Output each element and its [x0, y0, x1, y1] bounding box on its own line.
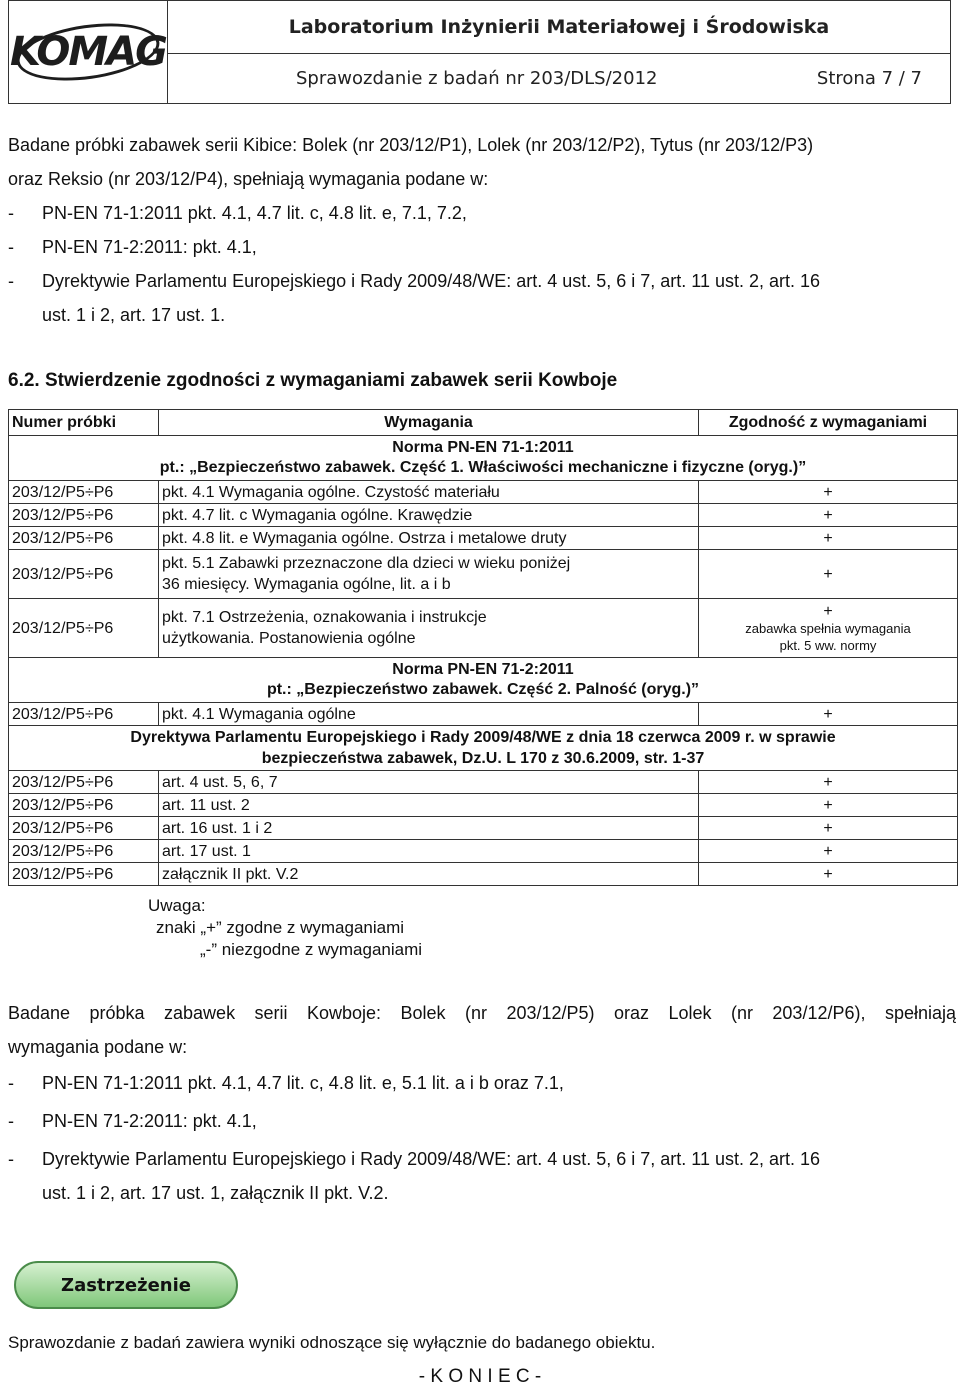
note-line-minus: „-” niezgodne z wymaganiami [200, 940, 423, 959]
norm2-title: Norma PN-EN 71-2:2011 [392, 661, 574, 678]
komag-logo: KOMAG [9, 29, 167, 75]
list-item: - PN-EN 71-1:2011 pkt. 4.1, 4.7 lit. c, 4.8 lit. e, 5.1 lit. a i b oraz 7.1, [8, 1073, 564, 1093]
table-row: 203/12/P5÷P6 pkt. 4.7 lit. c Wymagania ogólne. Krawędzie + [9, 504, 958, 527]
legend-note [148, 895, 422, 961]
table-row: 203/12/P5÷P6 załącznik II pkt. V.2 + [9, 863, 958, 886]
directive-title: Dyrektywa Parlamentu Europejskiego i Rady 2009/48/WE z dnia 18 czerwca 2009 r. w sprawie [130, 729, 836, 746]
table-row: 203/12/P5÷P6 pkt. 7.1 Ostrzeżenia, oznakowania i instrukcje użytkowania. Postanowienia ogólne + zabawka spełnia wymagania pkt. 5 ww. normy [9, 599, 958, 658]
norm-row [9, 658, 958, 703]
page-number: Strona 7 / 7 [816, 68, 922, 89]
list-item: - PN-EN 71-1:2011 pkt. 4.1, 4.7 lit. c, 4.8 lit. e, 7.1, 7.2, [8, 203, 467, 223]
norm-row [9, 436, 958, 481]
report-number: Sprawozdanie z badań nr 203/DLS/2012 [296, 68, 658, 89]
list-item: - PN-EN 71-2:2011: pkt. 4.1, [8, 237, 257, 257]
table-row: 203/12/P5÷P6 art. 16 ust. 1 i 2 + [9, 817, 958, 840]
list-item-cont: ust. 1 i 2, art. 17 ust. 1. [42, 305, 226, 325]
page-header [8, 0, 951, 104]
logo-cell [9, 1, 168, 103]
table-row: 203/12/P5÷P6 art. 17 ust. 1 + [9, 840, 958, 863]
list-item-cont: ust. 1 i 2, art. 17 ust. 1, załącznik II pkt. V.2. [42, 1183, 389, 1203]
col-header-requirements: Wymagania [159, 410, 699, 436]
intro-paragraph-2 [8, 996, 956, 1210]
col-header-sample: Numer próbki [9, 410, 159, 436]
table-header-row [9, 410, 958, 436]
note-line-plus: znaki „+” zgodne z wymaganiami [156, 918, 405, 937]
norm1-title: Norma PN-EN 71-1:2011 [392, 439, 574, 456]
intro1-line2: oraz Reksio (nr 203/12/P4), spełniają wymagania podane w: [8, 169, 489, 189]
intro1-line1: Badane próbki zabawek serii Kibice: Bolek (nr 203/12/P1), Lolek (nr 203/12/P2), Tytus (nr 203/12/P3) [8, 135, 814, 155]
table-row: 203/12/P5÷P6 art. 4 ust. 5, 6, 7 + [9, 771, 958, 794]
col-header-compliance: Zgodność z wymaganiami [699, 410, 958, 436]
note-title: Uwaga: [148, 896, 206, 915]
footer-end: - K O N I E C - [418, 1366, 542, 1387]
list-item: - Dyrektywie Parlamentu Europejskiego i Rady 2009/48/WE: art. 4 ust. 5, 6 i 7, art. 11 ust. 2, art. 16 [8, 271, 821, 291]
intro2-line1: Badane próbka zabawek serii Kowboje: Bolek (nr 203/12/P5) oraz Lolek (nr 203/12/P6), spełniają [8, 1003, 956, 1023]
table-row: 203/12/P5÷P6 pkt. 5.1 Zabawki przeznaczone dla dzieci w wieku poniżej 36 miesięcy. Wymagania ogólne, lit. a i b + [9, 550, 958, 599]
lab-name: Laboratorium Inżynierii Materiałowej i Środowiska [168, 1, 950, 54]
table-row: 203/12/P5÷P6 pkt. 4.8 lit. e Wymagania ogólne. Ostrza i metalowe druty + [9, 527, 958, 550]
directive-subtitle: bezpieczeństwa zabawek, Dz.U. L 170 z 30.6.2009, str. 1-37 [261, 750, 705, 767]
disclaimer-button[interactable]: Zastrzeżenie [14, 1261, 238, 1309]
intro-paragraph-1 [8, 128, 956, 332]
section-title: 6.2. Stwierdzenie zgodności z wymaganiami zabawek serii Kowboje [8, 370, 618, 391]
requirements-table [8, 409, 958, 886]
norm1-subtitle: pt.: „Bezpieczeństwo zabawek. Część 1. Właściwości mechaniczne i fizyczne (oryg.)” [159, 459, 807, 476]
header-report-row [168, 54, 950, 103]
list-item: - Dyrektywie Parlamentu Europejskiego i Rady 2009/48/WE: art. 4 ust. 5, 6 i 7, art. 11 ust. 2, art. 16 [8, 1149, 821, 1169]
header-info [168, 1, 950, 103]
list-item: - PN-EN 71-2:2011: pkt. 4.1, [8, 1111, 257, 1131]
norm2-subtitle: pt.: „Bezpieczeństwo zabawek. Część 2. Palność (oryg.)” [266, 681, 700, 698]
intro2-line2: wymagania podane w: [8, 1037, 188, 1057]
table-row: 203/12/P5÷P6 pkt. 4.1 Wymagania ogólne + [9, 703, 958, 726]
directive-row [9, 726, 958, 771]
table-row: 203/12/P5÷P6 art. 11 ust. 2 + [9, 794, 958, 817]
table-row: 203/12/P5÷P6 pkt. 4.1 Wymagania ogólne. Czystość materiału + [9, 481, 958, 504]
footer-disclaimer: Sprawozdanie z badań zawiera wyniki odnoszące się wyłącznie do badanego obiektu. [8, 1333, 656, 1352]
